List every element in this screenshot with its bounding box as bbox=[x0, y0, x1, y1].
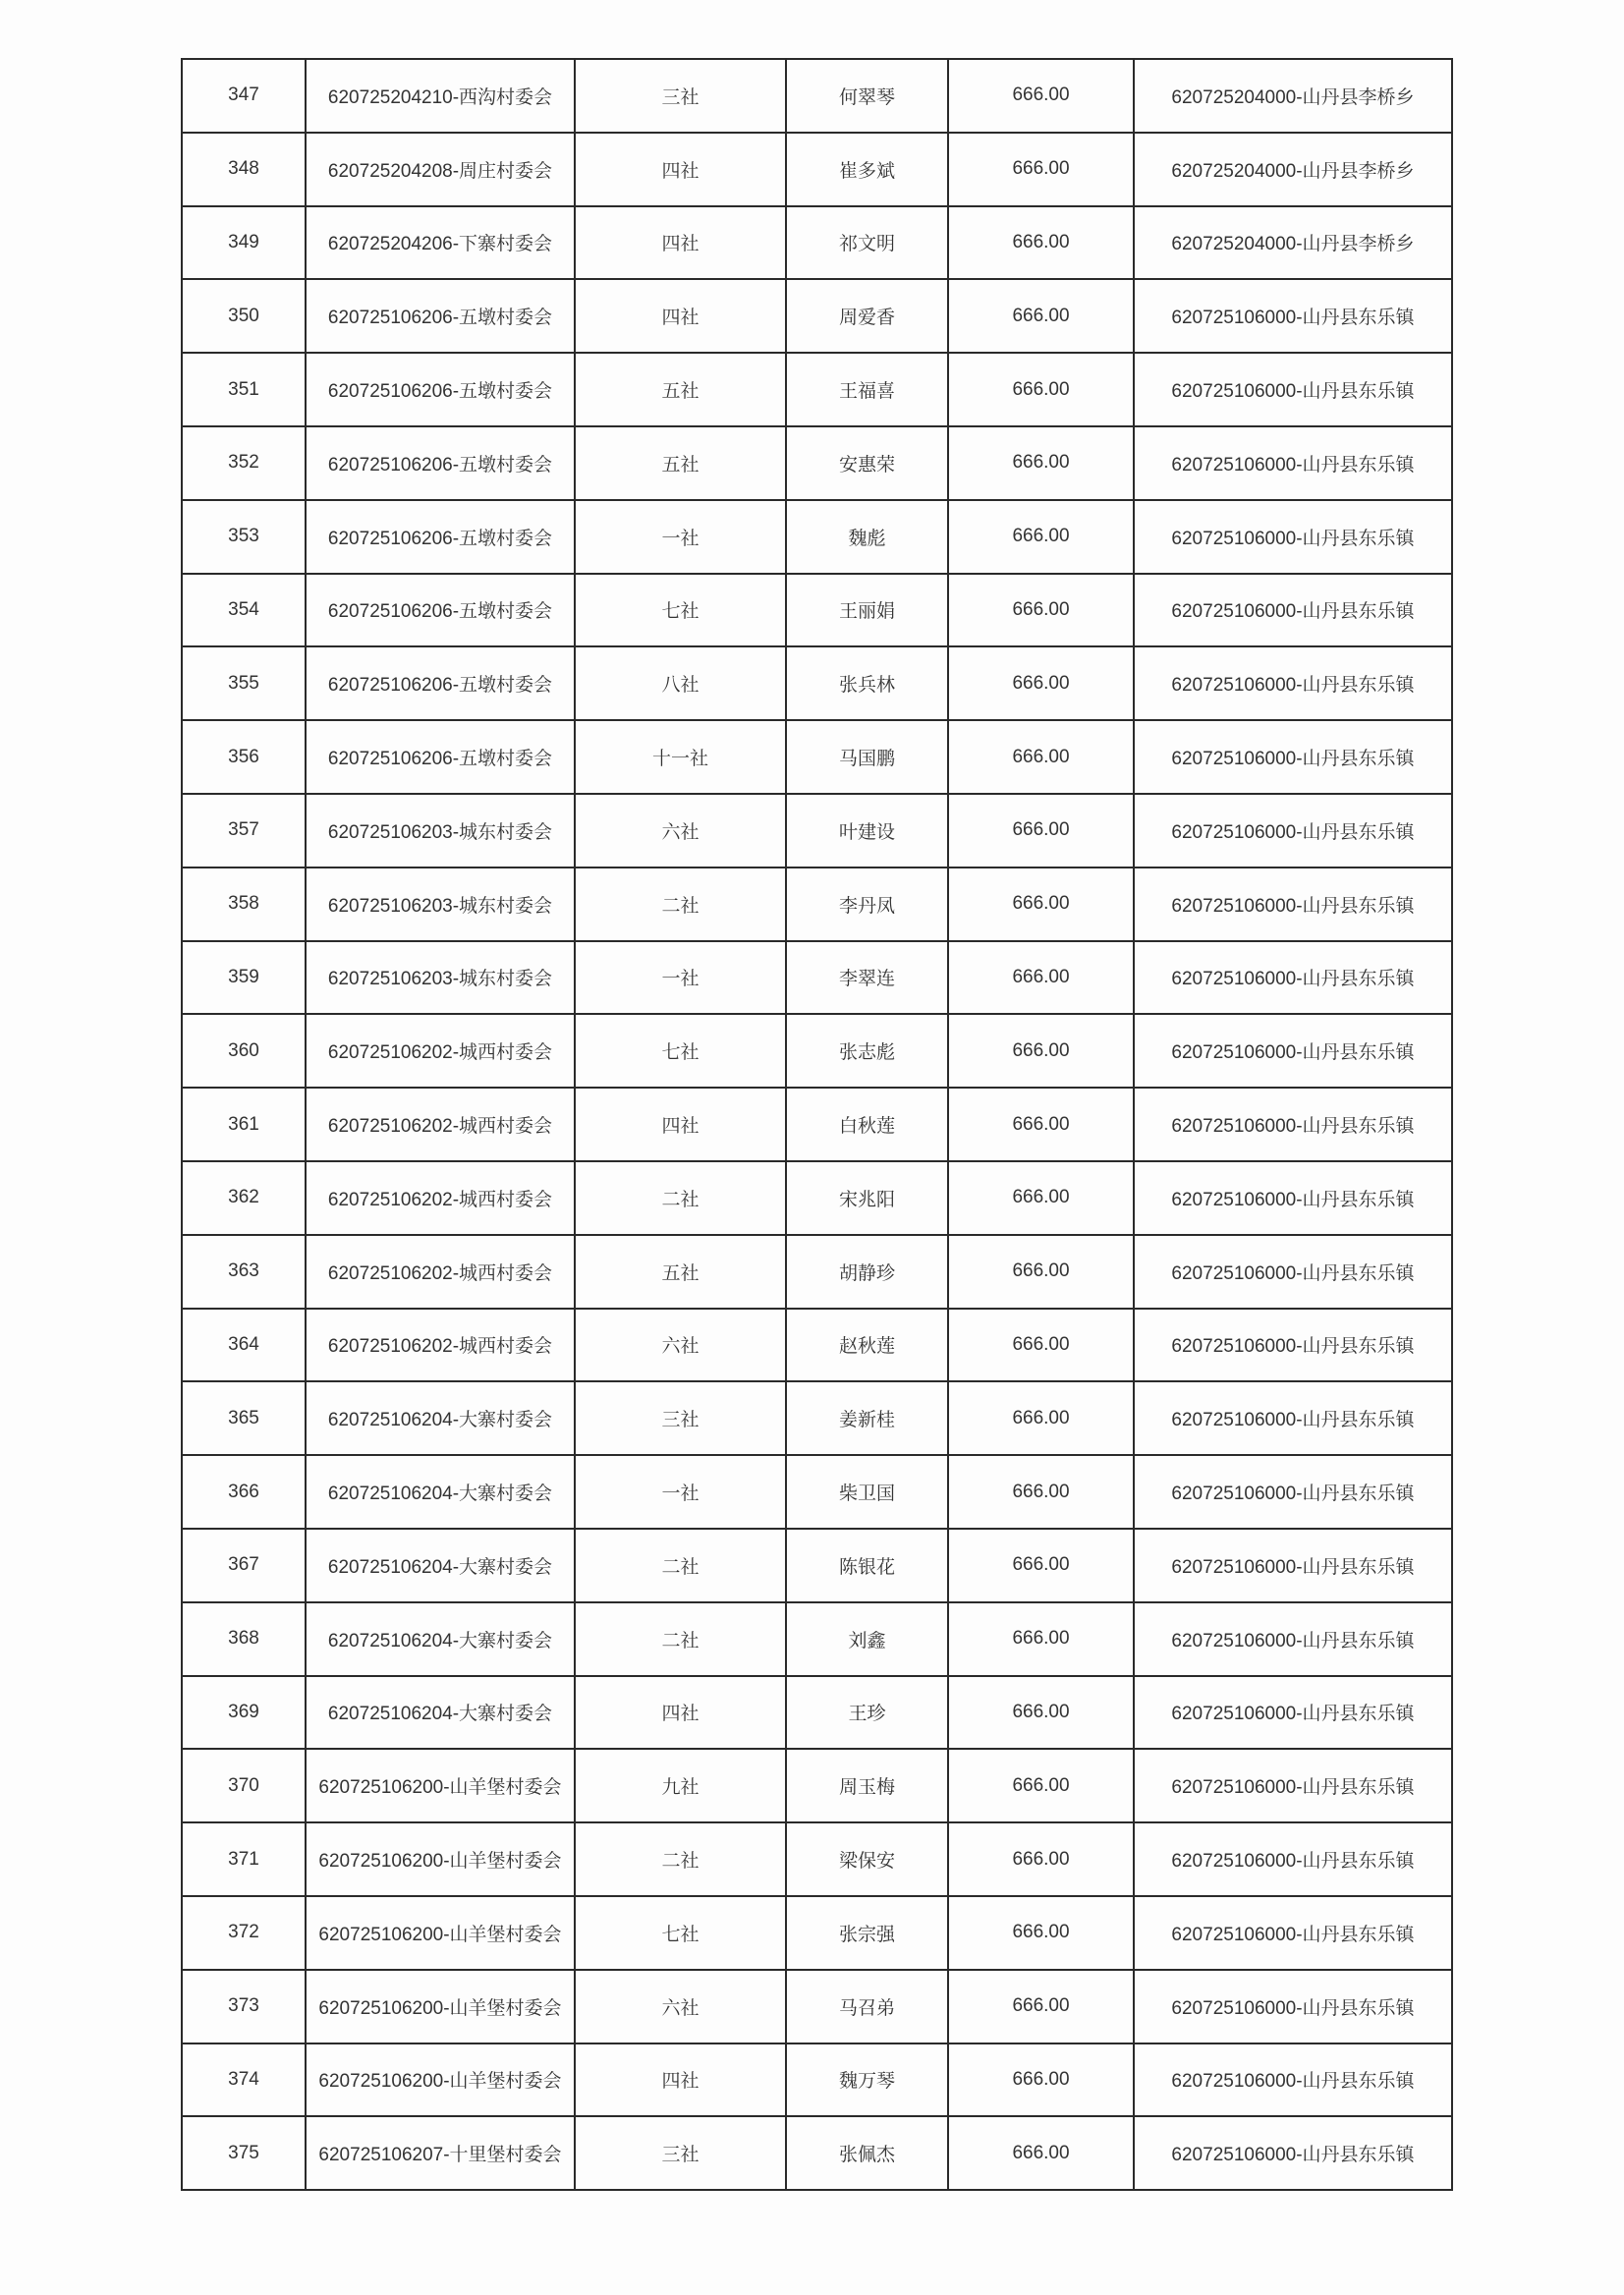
cell-name: 赵秋莲 bbox=[786, 1309, 948, 1382]
cell-name: 王福喜 bbox=[786, 353, 948, 426]
cell-amount: 666.00 bbox=[948, 1529, 1134, 1602]
table-row bbox=[182, 1455, 1452, 1529]
cell-group: 二社 bbox=[575, 868, 786, 941]
cell-village: 620725106204-大寨村委会 bbox=[306, 1381, 575, 1455]
cell-group: 四社 bbox=[575, 1676, 786, 1750]
cell-amount: 666.00 bbox=[948, 1676, 1134, 1750]
cell-village: 620725106200-山羊堡村委会 bbox=[306, 1896, 575, 1970]
cell-village: 620725106202-城西村委会 bbox=[306, 1088, 575, 1161]
cell-name: 张宗强 bbox=[786, 1896, 948, 1970]
cell-group: 二社 bbox=[575, 1602, 786, 1676]
cell-name: 周爱香 bbox=[786, 279, 948, 353]
cell-name: 魏彪 bbox=[786, 500, 948, 574]
table-row bbox=[182, 1822, 1452, 1896]
cell-town: 620725106000-山丹县东乐镇 bbox=[1134, 1235, 1452, 1309]
cell-group: 九社 bbox=[575, 1749, 786, 1822]
cell-village: 620725204210-西沟村委会 bbox=[306, 59, 575, 133]
cell-seq: 350 bbox=[182, 279, 306, 353]
cell-town: 620725106000-山丹县东乐镇 bbox=[1134, 1455, 1452, 1529]
table-row bbox=[182, 1161, 1452, 1235]
cell-name: 祁文明 bbox=[786, 206, 948, 280]
cell-amount: 666.00 bbox=[948, 206, 1134, 280]
cell-amount: 666.00 bbox=[948, 868, 1134, 941]
cell-village: 620725106206-五墩村委会 bbox=[306, 500, 575, 574]
cell-seq: 368 bbox=[182, 1602, 306, 1676]
cell-seq: 375 bbox=[182, 2116, 306, 2190]
cell-seq: 357 bbox=[182, 794, 306, 868]
cell-group: 四社 bbox=[575, 1088, 786, 1161]
cell-town: 620725106000-山丹县东乐镇 bbox=[1134, 1970, 1452, 2043]
cell-amount: 666.00 bbox=[948, 279, 1134, 353]
table-row bbox=[182, 279, 1452, 353]
cell-name: 王丽娟 bbox=[786, 574, 948, 647]
cell-village: 620725106202-城西村委会 bbox=[306, 1161, 575, 1235]
table-row bbox=[182, 868, 1452, 941]
cell-amount: 666.00 bbox=[948, 1970, 1134, 2043]
cell-group: 三社 bbox=[575, 1381, 786, 1455]
cell-group: 二社 bbox=[575, 1161, 786, 1235]
cell-seq: 370 bbox=[182, 1749, 306, 1822]
cell-group: 四社 bbox=[575, 133, 786, 206]
cell-name: 胡静珍 bbox=[786, 1235, 948, 1309]
cell-seq: 353 bbox=[182, 500, 306, 574]
cell-group: 四社 bbox=[575, 2043, 786, 2117]
cell-seq: 359 bbox=[182, 941, 306, 1015]
cell-group: 三社 bbox=[575, 59, 786, 133]
table-body bbox=[182, 59, 1452, 2190]
cell-group: 八社 bbox=[575, 646, 786, 720]
table-row bbox=[182, 794, 1452, 868]
cell-amount: 666.00 bbox=[948, 1014, 1134, 1088]
cell-amount: 666.00 bbox=[948, 1455, 1134, 1529]
cell-group: 二社 bbox=[575, 1529, 786, 1602]
cell-village: 620725106204-大寨村委会 bbox=[306, 1602, 575, 1676]
table-row bbox=[182, 1014, 1452, 1088]
cell-name: 白秋莲 bbox=[786, 1088, 948, 1161]
cell-town: 620725106000-山丹县东乐镇 bbox=[1134, 868, 1452, 941]
cell-seq: 365 bbox=[182, 1381, 306, 1455]
cell-group: 七社 bbox=[575, 1896, 786, 1970]
table-row bbox=[182, 1309, 1452, 1382]
cell-name: 陈银花 bbox=[786, 1529, 948, 1602]
cell-group: 四社 bbox=[575, 279, 786, 353]
cell-village: 620725106203-城东村委会 bbox=[306, 868, 575, 941]
cell-amount: 666.00 bbox=[948, 941, 1134, 1015]
table-row bbox=[182, 1896, 1452, 1970]
cell-village: 620725106207-十里堡村委会 bbox=[306, 2116, 575, 2190]
cell-village: 620725106206-五墩村委会 bbox=[306, 720, 575, 794]
cell-town: 620725204000-山丹县李桥乡 bbox=[1134, 59, 1452, 133]
cell-town: 620725204000-山丹县李桥乡 bbox=[1134, 206, 1452, 280]
cell-group: 六社 bbox=[575, 794, 786, 868]
table-row bbox=[182, 1235, 1452, 1309]
cell-name: 崔多斌 bbox=[786, 133, 948, 206]
cell-town: 620725106000-山丹县东乐镇 bbox=[1134, 1088, 1452, 1161]
cell-amount: 666.00 bbox=[948, 720, 1134, 794]
cell-town: 620725106000-山丹县东乐镇 bbox=[1134, 646, 1452, 720]
cell-amount: 666.00 bbox=[948, 59, 1134, 133]
cell-seq: 363 bbox=[182, 1235, 306, 1309]
cell-amount: 666.00 bbox=[948, 574, 1134, 647]
cell-seq: 374 bbox=[182, 2043, 306, 2117]
cell-village: 620725106203-城东村委会 bbox=[306, 941, 575, 1015]
cell-group: 四社 bbox=[575, 206, 786, 280]
cell-group: 七社 bbox=[575, 1014, 786, 1088]
cell-name: 安惠荣 bbox=[786, 426, 948, 500]
cell-group: 五社 bbox=[575, 426, 786, 500]
cell-town: 620725106000-山丹县东乐镇 bbox=[1134, 1749, 1452, 1822]
cell-village: 620725106206-五墩村委会 bbox=[306, 574, 575, 647]
cell-group: 七社 bbox=[575, 574, 786, 647]
cell-town: 620725106000-山丹县东乐镇 bbox=[1134, 1602, 1452, 1676]
cell-town: 620725204000-山丹县李桥乡 bbox=[1134, 133, 1452, 206]
cell-amount: 666.00 bbox=[948, 1381, 1134, 1455]
cell-name: 姜新桂 bbox=[786, 1381, 948, 1455]
cell-seq: 352 bbox=[182, 426, 306, 500]
cell-seq: 355 bbox=[182, 646, 306, 720]
cell-town: 620725106000-山丹县东乐镇 bbox=[1134, 1161, 1452, 1235]
cell-town: 620725106000-山丹县东乐镇 bbox=[1134, 2116, 1452, 2190]
cell-name: 张佩杰 bbox=[786, 2116, 948, 2190]
table-row bbox=[182, 1970, 1452, 2043]
cell-amount: 666.00 bbox=[948, 1309, 1134, 1382]
cell-town: 620725106000-山丹县东乐镇 bbox=[1134, 1381, 1452, 1455]
cell-amount: 666.00 bbox=[948, 353, 1134, 426]
cell-seq: 366 bbox=[182, 1455, 306, 1529]
cell-group: 十一社 bbox=[575, 720, 786, 794]
cell-amount: 666.00 bbox=[948, 1822, 1134, 1896]
cell-name: 李翠连 bbox=[786, 941, 948, 1015]
cell-seq: 364 bbox=[182, 1309, 306, 1382]
cell-village: 620725106200-山羊堡村委会 bbox=[306, 1970, 575, 2043]
cell-amount: 666.00 bbox=[948, 133, 1134, 206]
cell-name: 柴卫国 bbox=[786, 1455, 948, 1529]
cell-seq: 371 bbox=[182, 1822, 306, 1896]
cell-town: 620725106000-山丹县东乐镇 bbox=[1134, 1529, 1452, 1602]
table-row bbox=[182, 353, 1452, 426]
cell-name: 张志彪 bbox=[786, 1014, 948, 1088]
cell-seq: 356 bbox=[182, 720, 306, 794]
table-row bbox=[182, 426, 1452, 500]
table-row bbox=[182, 941, 1452, 1015]
cell-amount: 666.00 bbox=[948, 426, 1134, 500]
cell-seq: 362 bbox=[182, 1161, 306, 1235]
cell-amount: 666.00 bbox=[948, 1896, 1134, 1970]
cell-name: 马召弟 bbox=[786, 1970, 948, 2043]
cell-village: 620725204206-下寨村委会 bbox=[306, 206, 575, 280]
table-row bbox=[182, 1749, 1452, 1822]
cell-town: 620725106000-山丹县东乐镇 bbox=[1134, 1896, 1452, 1970]
cell-name: 周玉梅 bbox=[786, 1749, 948, 1822]
cell-seq: 351 bbox=[182, 353, 306, 426]
cell-village: 620725106206-五墩村委会 bbox=[306, 353, 575, 426]
cell-name: 宋兆阳 bbox=[786, 1161, 948, 1235]
cell-town: 620725106000-山丹县东乐镇 bbox=[1134, 941, 1452, 1015]
cell-town: 620725106000-山丹县东乐镇 bbox=[1134, 1676, 1452, 1750]
cell-group: 六社 bbox=[575, 1970, 786, 2043]
table-row bbox=[182, 720, 1452, 794]
cell-village: 620725106202-城西村委会 bbox=[306, 1235, 575, 1309]
cell-amount: 666.00 bbox=[948, 1161, 1134, 1235]
table-row bbox=[182, 59, 1452, 133]
cell-name: 梁保安 bbox=[786, 1822, 948, 1896]
cell-town: 620725106000-山丹县东乐镇 bbox=[1134, 574, 1452, 647]
cell-seq: 372 bbox=[182, 1896, 306, 1970]
table-row bbox=[182, 574, 1452, 647]
table-row bbox=[182, 1529, 1452, 1602]
table-row bbox=[182, 2043, 1452, 2117]
cell-seq: 369 bbox=[182, 1676, 306, 1750]
cell-town: 620725106000-山丹县东乐镇 bbox=[1134, 720, 1452, 794]
cell-village: 620725106202-城西村委会 bbox=[306, 1014, 575, 1088]
cell-village: 620725106204-大寨村委会 bbox=[306, 1455, 575, 1529]
cell-group: 六社 bbox=[575, 1309, 786, 1382]
cell-group: 二社 bbox=[575, 1822, 786, 1896]
cell-town: 620725106000-山丹县东乐镇 bbox=[1134, 353, 1452, 426]
cell-group: 三社 bbox=[575, 2116, 786, 2190]
subsidy-table bbox=[181, 58, 1453, 2191]
cell-group: 一社 bbox=[575, 500, 786, 574]
cell-town: 620725106000-山丹县东乐镇 bbox=[1134, 1309, 1452, 1382]
table-row bbox=[182, 646, 1452, 720]
cell-village: 620725106200-山羊堡村委会 bbox=[306, 1749, 575, 1822]
cell-town: 620725106000-山丹县东乐镇 bbox=[1134, 794, 1452, 868]
table-row bbox=[182, 206, 1452, 280]
cell-seq: 358 bbox=[182, 868, 306, 941]
cell-town: 620725106000-山丹县东乐镇 bbox=[1134, 2043, 1452, 2117]
cell-amount: 666.00 bbox=[948, 1235, 1134, 1309]
cell-group: 一社 bbox=[575, 1455, 786, 1529]
cell-name: 王珍 bbox=[786, 1676, 948, 1750]
table-row bbox=[182, 2116, 1452, 2190]
cell-village: 620725106200-山羊堡村委会 bbox=[306, 2043, 575, 2117]
cell-amount: 666.00 bbox=[948, 2043, 1134, 2117]
cell-village: 620725106206-五墩村委会 bbox=[306, 646, 575, 720]
cell-village: 620725106203-城东村委会 bbox=[306, 794, 575, 868]
cell-town: 620725106000-山丹县东乐镇 bbox=[1134, 1014, 1452, 1088]
cell-seq: 347 bbox=[182, 59, 306, 133]
cell-village: 620725204208-周庄村委会 bbox=[306, 133, 575, 206]
table-row bbox=[182, 1676, 1452, 1750]
cell-name: 叶建设 bbox=[786, 794, 948, 868]
cell-amount: 666.00 bbox=[948, 1749, 1134, 1822]
cell-amount: 666.00 bbox=[948, 1602, 1134, 1676]
cell-seq: 367 bbox=[182, 1529, 306, 1602]
cell-town: 620725106000-山丹县东乐镇 bbox=[1134, 500, 1452, 574]
cell-village: 620725106202-城西村委会 bbox=[306, 1309, 575, 1382]
cell-village: 620725106206-五墩村委会 bbox=[306, 279, 575, 353]
table-row bbox=[182, 1602, 1452, 1676]
cell-town: 620725106000-山丹县东乐镇 bbox=[1134, 1822, 1452, 1896]
cell-name: 刘鑫 bbox=[786, 1602, 948, 1676]
cell-town: 620725106000-山丹县东乐镇 bbox=[1134, 426, 1452, 500]
cell-village: 620725106206-五墩村委会 bbox=[306, 426, 575, 500]
cell-village: 620725106204-大寨村委会 bbox=[306, 1676, 575, 1750]
table-row bbox=[182, 500, 1452, 574]
cell-seq: 349 bbox=[182, 206, 306, 280]
cell-amount: 666.00 bbox=[948, 2116, 1134, 2190]
table-row bbox=[182, 1381, 1452, 1455]
table-row bbox=[182, 133, 1452, 206]
cell-amount: 666.00 bbox=[948, 500, 1134, 574]
cell-name: 何翠琴 bbox=[786, 59, 948, 133]
cell-amount: 666.00 bbox=[948, 794, 1134, 868]
cell-name: 李丹凤 bbox=[786, 868, 948, 941]
cell-group: 一社 bbox=[575, 941, 786, 1015]
cell-town: 620725106000-山丹县东乐镇 bbox=[1134, 279, 1452, 353]
cell-seq: 354 bbox=[182, 574, 306, 647]
cell-village: 620725106204-大寨村委会 bbox=[306, 1529, 575, 1602]
cell-amount: 666.00 bbox=[948, 646, 1134, 720]
cell-group: 五社 bbox=[575, 1235, 786, 1309]
cell-seq: 373 bbox=[182, 1970, 306, 2043]
cell-name: 魏万琴 bbox=[786, 2043, 948, 2117]
cell-seq: 360 bbox=[182, 1014, 306, 1088]
cell-name: 马国鹏 bbox=[786, 720, 948, 794]
cell-group: 五社 bbox=[575, 353, 786, 426]
cell-village: 620725106200-山羊堡村委会 bbox=[306, 1822, 575, 1896]
cell-amount: 666.00 bbox=[948, 1088, 1134, 1161]
table-row bbox=[182, 1088, 1452, 1161]
cell-seq: 361 bbox=[182, 1088, 306, 1161]
cell-seq: 348 bbox=[182, 133, 306, 206]
cell-name: 张兵林 bbox=[786, 646, 948, 720]
